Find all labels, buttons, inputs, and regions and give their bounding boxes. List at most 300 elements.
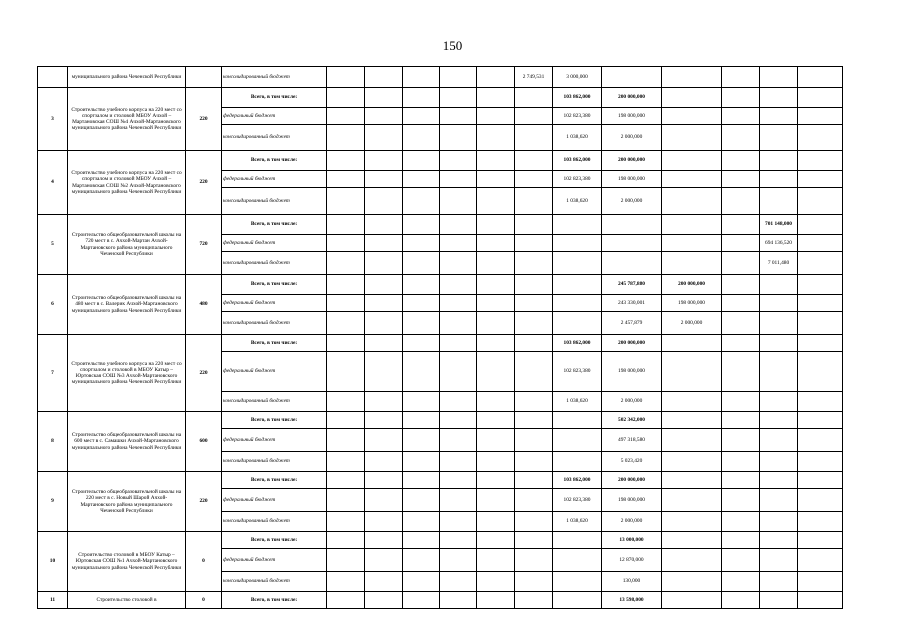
amount-cell xyxy=(440,88,477,108)
amount-cell xyxy=(760,429,798,452)
amount-cell xyxy=(515,171,553,188)
amount-cell xyxy=(403,532,440,549)
amount-cell: 200 000,000 xyxy=(602,472,662,489)
amount-cell: 200 000,000 xyxy=(662,275,722,295)
table-row xyxy=(38,151,843,171)
funding-source: Всего, в том числе: xyxy=(222,275,327,295)
amount-cell xyxy=(553,412,602,429)
amount-cell xyxy=(477,472,515,489)
funding-source: консолидированный бюджет xyxy=(222,572,327,592)
amount-cell xyxy=(440,452,477,472)
amount-cell xyxy=(403,352,440,392)
amount-cell xyxy=(760,88,798,108)
amount-cell xyxy=(798,532,843,549)
amount-cell: 694 136,520 xyxy=(760,235,798,252)
amount-cell xyxy=(722,235,760,252)
row-number: 7 xyxy=(38,335,68,412)
amount-cell: 502 342,000 xyxy=(602,412,662,429)
object-name: Строительство общеобразовательной школы на 220 мест в с. Новый Шарой Ачхой-Мартановского района муниципального Чеченской Республики xyxy=(68,472,186,532)
funding-source: федеральный бюджет xyxy=(222,352,327,392)
amount-cell xyxy=(798,125,843,151)
amount-cell xyxy=(722,125,760,151)
amount-cell xyxy=(602,252,662,275)
amount-cell xyxy=(403,452,440,472)
amount-cell xyxy=(403,312,440,335)
amount-cell: 102 823,380 xyxy=(553,489,602,512)
amount-cell xyxy=(515,275,553,295)
amount-cell xyxy=(327,352,365,392)
amount-cell xyxy=(403,67,440,88)
amount-cell xyxy=(798,335,843,352)
funding-source: Всего, в том числе: xyxy=(222,532,327,549)
amount-cell xyxy=(515,412,553,429)
amount-cell xyxy=(477,549,515,572)
amount-cell xyxy=(327,512,365,532)
amount-cell: 2 000,000 xyxy=(602,392,662,412)
amount-cell xyxy=(798,312,843,335)
table-row xyxy=(38,412,843,429)
amount-cell: 7 011,480 xyxy=(760,252,798,275)
amount-cell xyxy=(477,171,515,188)
capacity: 220 xyxy=(186,151,222,215)
table-row xyxy=(38,67,843,88)
amount-cell xyxy=(477,151,515,171)
amount-cell xyxy=(403,108,440,125)
amount-cell xyxy=(440,252,477,275)
amount-cell xyxy=(440,108,477,125)
amount-cell xyxy=(662,151,722,171)
capacity: 220 xyxy=(186,472,222,532)
amount-cell xyxy=(798,429,843,452)
amount-cell xyxy=(760,352,798,392)
amount-cell xyxy=(515,452,553,472)
amount-cell xyxy=(722,549,760,572)
amount-cell xyxy=(327,412,365,429)
amount-cell xyxy=(327,125,365,151)
funding-source: Всего, в том числе: xyxy=(222,412,327,429)
amount-cell xyxy=(602,235,662,252)
funding-source: консолидированный бюджет xyxy=(222,512,327,532)
row-number xyxy=(38,67,68,88)
amount-cell xyxy=(440,392,477,412)
amount-cell: 198 000,000 xyxy=(602,171,662,188)
amount-cell xyxy=(760,592,798,609)
funding-source: федеральный бюджет xyxy=(222,489,327,512)
amount-cell xyxy=(722,412,760,429)
amount-cell xyxy=(722,489,760,512)
amount-cell xyxy=(327,429,365,452)
amount-cell xyxy=(477,295,515,312)
amount-cell xyxy=(440,188,477,215)
amount-cell xyxy=(798,392,843,412)
amount-cell xyxy=(798,489,843,512)
amount-cell xyxy=(722,452,760,472)
amount-cell xyxy=(403,489,440,512)
amount-cell xyxy=(327,572,365,592)
amount-cell xyxy=(440,549,477,572)
amount-cell xyxy=(722,215,760,235)
amount-cell xyxy=(327,549,365,572)
row-number: 9 xyxy=(38,472,68,532)
amount-cell xyxy=(515,472,553,489)
funding-source: федеральный бюджет xyxy=(222,171,327,188)
amount-cell xyxy=(327,235,365,252)
amount-cell xyxy=(440,151,477,171)
amount-cell xyxy=(760,151,798,171)
table-row xyxy=(38,472,843,489)
amount-cell xyxy=(440,275,477,295)
page-number: 150 xyxy=(442,38,463,53)
amount-cell xyxy=(477,312,515,335)
amount-cell xyxy=(403,252,440,275)
row-number: 8 xyxy=(38,412,68,472)
amount-cell xyxy=(662,592,722,609)
amount-cell xyxy=(365,275,403,295)
amount-cell xyxy=(477,252,515,275)
amount-cell xyxy=(798,252,843,275)
amount-cell xyxy=(440,532,477,549)
funding-source: Всего, в том числе: xyxy=(222,472,327,489)
amount-cell xyxy=(477,452,515,472)
amount-cell xyxy=(662,235,722,252)
amount-cell: 1 038,620 xyxy=(553,125,602,151)
amount-cell xyxy=(760,489,798,512)
amount-cell xyxy=(798,188,843,215)
amount-cell xyxy=(440,67,477,88)
object-name: Строительство столовой в xyxy=(68,592,186,609)
amount-cell xyxy=(365,592,403,609)
funding-source: федеральный бюджет xyxy=(222,295,327,312)
amount-cell xyxy=(515,235,553,252)
amount-cell xyxy=(760,472,798,489)
row-number: 6 xyxy=(38,275,68,335)
amount-cell xyxy=(798,171,843,188)
amount-cell xyxy=(403,275,440,295)
capacity: 600 xyxy=(186,412,222,472)
amount-cell xyxy=(365,125,403,151)
capacity: 220 xyxy=(186,88,222,151)
amount-cell xyxy=(515,188,553,215)
amount-cell xyxy=(760,335,798,352)
amount-cell xyxy=(477,275,515,295)
amount-cell xyxy=(515,592,553,609)
capacity: 0 xyxy=(186,592,222,609)
amount-cell xyxy=(553,312,602,335)
amount-cell xyxy=(515,335,553,352)
amount-cell xyxy=(515,252,553,275)
amount-cell xyxy=(553,235,602,252)
amount-cell: 5 023,420 xyxy=(602,452,662,472)
capacity: 0 xyxy=(186,532,222,592)
amount-cell xyxy=(515,125,553,151)
amount-cell xyxy=(662,352,722,392)
amount-cell xyxy=(327,392,365,412)
capacity: 720 xyxy=(186,215,222,275)
amount-cell xyxy=(327,108,365,125)
amount-cell xyxy=(662,392,722,412)
amount-cell xyxy=(403,188,440,215)
table-row xyxy=(38,88,843,108)
amount-cell: 103 862,000 xyxy=(553,151,602,171)
capacity: 220 xyxy=(186,335,222,412)
amount-cell: 102 823,380 xyxy=(553,352,602,392)
amount-cell xyxy=(440,295,477,312)
amount-cell xyxy=(327,452,365,472)
amount-cell: 198 000,000 xyxy=(662,295,722,312)
amount-cell xyxy=(662,188,722,215)
amount-cell xyxy=(403,335,440,352)
amount-cell xyxy=(760,572,798,592)
amount-cell xyxy=(365,452,403,472)
amount-cell xyxy=(722,312,760,335)
funding-source: Всего, в том числе: xyxy=(222,88,327,108)
amount-cell xyxy=(365,295,403,312)
amount-cell xyxy=(477,88,515,108)
amount-cell: 1 038,620 xyxy=(553,512,602,532)
amount-cell xyxy=(602,67,662,88)
table-row xyxy=(38,335,843,352)
amount-cell xyxy=(515,108,553,125)
amount-cell xyxy=(440,235,477,252)
amount-cell xyxy=(662,472,722,489)
amount-cell xyxy=(365,151,403,171)
amount-cell: 102 823,380 xyxy=(553,171,602,188)
amount-cell xyxy=(722,88,760,108)
funding-source: консолидированный бюджет xyxy=(222,188,327,215)
amount-cell xyxy=(515,572,553,592)
amount-cell xyxy=(760,275,798,295)
funding-source: консолидированный бюджет xyxy=(222,392,327,412)
amount-cell xyxy=(327,335,365,352)
amount-cell xyxy=(760,412,798,429)
amount-cell xyxy=(662,108,722,125)
amount-cell xyxy=(798,352,843,392)
amount-cell: 245 787,880 xyxy=(602,275,662,295)
amount-cell xyxy=(440,335,477,352)
amount-cell: 103 862,000 xyxy=(553,88,602,108)
amount-cell xyxy=(440,512,477,532)
object-name: Строительство общеобразовательной школы на 480 мест в с. Валерик Ачхой-Мартановского муниципального района Чеченской Республики xyxy=(68,275,186,335)
amount-cell xyxy=(553,592,602,609)
amount-cell xyxy=(477,412,515,429)
object-name: Строительство столовой в МБОУ Катыр – Юртовская СОШ №1 Ачхой-Мартановского муниципального района Чеченской Республики xyxy=(68,532,186,592)
amount-cell xyxy=(327,88,365,108)
amount-cell: 2 000,000 xyxy=(662,312,722,335)
amount-cell: 200 000,000 xyxy=(602,335,662,352)
amount-cell xyxy=(760,512,798,532)
amount-cell xyxy=(327,67,365,88)
amount-cell xyxy=(722,108,760,125)
amount-cell xyxy=(477,125,515,151)
amount-cell xyxy=(365,512,403,532)
amount-cell xyxy=(365,572,403,592)
capacity xyxy=(186,67,222,88)
amount-cell xyxy=(365,312,403,335)
amount-cell xyxy=(553,275,602,295)
amount-cell xyxy=(365,532,403,549)
funding-source: Всего, в том числе: xyxy=(222,151,327,171)
amount-cell xyxy=(403,125,440,151)
amount-cell: 102 823,380 xyxy=(553,108,602,125)
amount-cell xyxy=(722,352,760,392)
amount-cell xyxy=(798,275,843,295)
amount-cell xyxy=(722,252,760,275)
amount-cell xyxy=(553,549,602,572)
amount-cell xyxy=(365,549,403,572)
amount-cell xyxy=(798,452,843,472)
amount-cell xyxy=(722,512,760,532)
amount-cell: 198 000,000 xyxy=(602,108,662,125)
amount-cell xyxy=(602,215,662,235)
amount-cell xyxy=(440,472,477,489)
amount-cell xyxy=(515,532,553,549)
amount-cell xyxy=(553,572,602,592)
amount-cell xyxy=(515,352,553,392)
amount-cell xyxy=(477,335,515,352)
amount-cell xyxy=(365,412,403,429)
amount-cell xyxy=(327,489,365,512)
amount-cell xyxy=(403,171,440,188)
amount-cell xyxy=(403,549,440,572)
amount-cell xyxy=(662,215,722,235)
amount-cell xyxy=(365,489,403,512)
amount-cell: 200 000,000 xyxy=(602,88,662,108)
amount-cell xyxy=(553,429,602,452)
amount-cell xyxy=(798,549,843,572)
amount-cell: 130,000 xyxy=(602,572,662,592)
row-number: 3 xyxy=(38,88,68,151)
amount-cell xyxy=(365,472,403,489)
amount-cell xyxy=(365,235,403,252)
amount-cell: 13 598,000 xyxy=(602,592,662,609)
amount-cell xyxy=(760,549,798,572)
amount-cell xyxy=(553,215,602,235)
amount-cell xyxy=(662,67,722,88)
amount-cell xyxy=(553,295,602,312)
funding-source: федеральный бюджет xyxy=(222,549,327,572)
amount-cell xyxy=(440,592,477,609)
amount-cell xyxy=(365,252,403,275)
amount-cell xyxy=(477,352,515,392)
amount-cell xyxy=(798,215,843,235)
amount-cell xyxy=(722,335,760,352)
amount-cell xyxy=(327,472,365,489)
amount-cell xyxy=(798,151,843,171)
amount-cell xyxy=(403,429,440,452)
amount-cell xyxy=(760,171,798,188)
amount-cell xyxy=(515,312,553,335)
amount-cell xyxy=(403,572,440,592)
amount-cell: 200 000,000 xyxy=(602,151,662,171)
amount-cell xyxy=(440,125,477,151)
amount-cell xyxy=(515,295,553,312)
funding-source: Всего, в том числе: xyxy=(222,215,327,235)
row-number: 4 xyxy=(38,151,68,215)
amount-cell xyxy=(365,188,403,215)
amount-cell xyxy=(327,252,365,275)
amount-cell: 2 000,000 xyxy=(602,512,662,532)
funding-source: федеральный бюджет xyxy=(222,429,327,452)
amount-cell xyxy=(798,108,843,125)
amount-cell xyxy=(403,412,440,429)
amount-cell: 198 000,000 xyxy=(602,489,662,512)
amount-cell xyxy=(403,215,440,235)
row-number: 10 xyxy=(38,532,68,592)
amount-cell xyxy=(722,67,760,88)
amount-cell: 2 457,879 xyxy=(602,312,662,335)
amount-cell xyxy=(798,572,843,592)
amount-cell xyxy=(722,275,760,295)
amount-cell xyxy=(365,67,403,88)
amount-cell xyxy=(662,532,722,549)
funding-source: консолидированный бюджет xyxy=(222,67,327,88)
amount-cell: 2 000,000 xyxy=(602,188,662,215)
amount-cell xyxy=(662,171,722,188)
amount-cell xyxy=(553,532,602,549)
amount-cell: 243 330,001 xyxy=(602,295,662,312)
amount-cell xyxy=(477,215,515,235)
amount-cell xyxy=(662,572,722,592)
row-number: 11 xyxy=(38,592,68,609)
amount-cell xyxy=(403,592,440,609)
amount-cell: 1 038,620 xyxy=(553,188,602,215)
funding-source: консолидированный бюджет xyxy=(222,452,327,472)
funding-source: федеральный бюджет xyxy=(222,235,327,252)
amount-cell xyxy=(662,429,722,452)
amount-cell xyxy=(798,88,843,108)
amount-cell xyxy=(760,452,798,472)
funding-source: консолидированный бюджет xyxy=(222,252,327,275)
amount-cell xyxy=(798,235,843,252)
amount-cell xyxy=(662,512,722,532)
amount-cell xyxy=(365,171,403,188)
amount-cell xyxy=(477,235,515,252)
amount-cell xyxy=(403,392,440,412)
amount-cell xyxy=(662,125,722,151)
amount-cell xyxy=(403,88,440,108)
amount-cell xyxy=(662,412,722,429)
amount-cell xyxy=(662,452,722,472)
amount-cell xyxy=(722,472,760,489)
amount-cell xyxy=(722,429,760,452)
amount-cell xyxy=(477,392,515,412)
amount-cell xyxy=(515,549,553,572)
amount-cell xyxy=(440,412,477,429)
amount-cell xyxy=(440,171,477,188)
amount-cell xyxy=(440,352,477,392)
amount-cell xyxy=(798,592,843,609)
table-row xyxy=(38,275,843,295)
capacity: 480 xyxy=(186,275,222,335)
object-name: Строительство учебного корпуса на 220 мест со спортзалом и столовой МБОУ Ачхой – Мартановская СОШ №4 Ачхой-Мартановского муниципального района Чеченской Республики xyxy=(68,88,186,151)
funding-source: федеральный бюджет xyxy=(222,108,327,125)
amount-cell xyxy=(440,489,477,512)
amount-cell xyxy=(515,512,553,532)
amount-cell xyxy=(440,572,477,592)
table-row xyxy=(38,532,843,549)
amount-cell xyxy=(553,252,602,275)
amount-cell xyxy=(327,312,365,335)
amount-cell xyxy=(722,592,760,609)
amount-cell xyxy=(798,67,843,88)
amount-cell xyxy=(722,171,760,188)
amount-cell xyxy=(515,88,553,108)
amount-cell xyxy=(662,549,722,572)
amount-cell xyxy=(403,235,440,252)
amount-cell: 1 038,620 xyxy=(553,392,602,412)
amount-cell xyxy=(327,592,365,609)
funding-source: Всего, в том числе: xyxy=(222,592,327,609)
